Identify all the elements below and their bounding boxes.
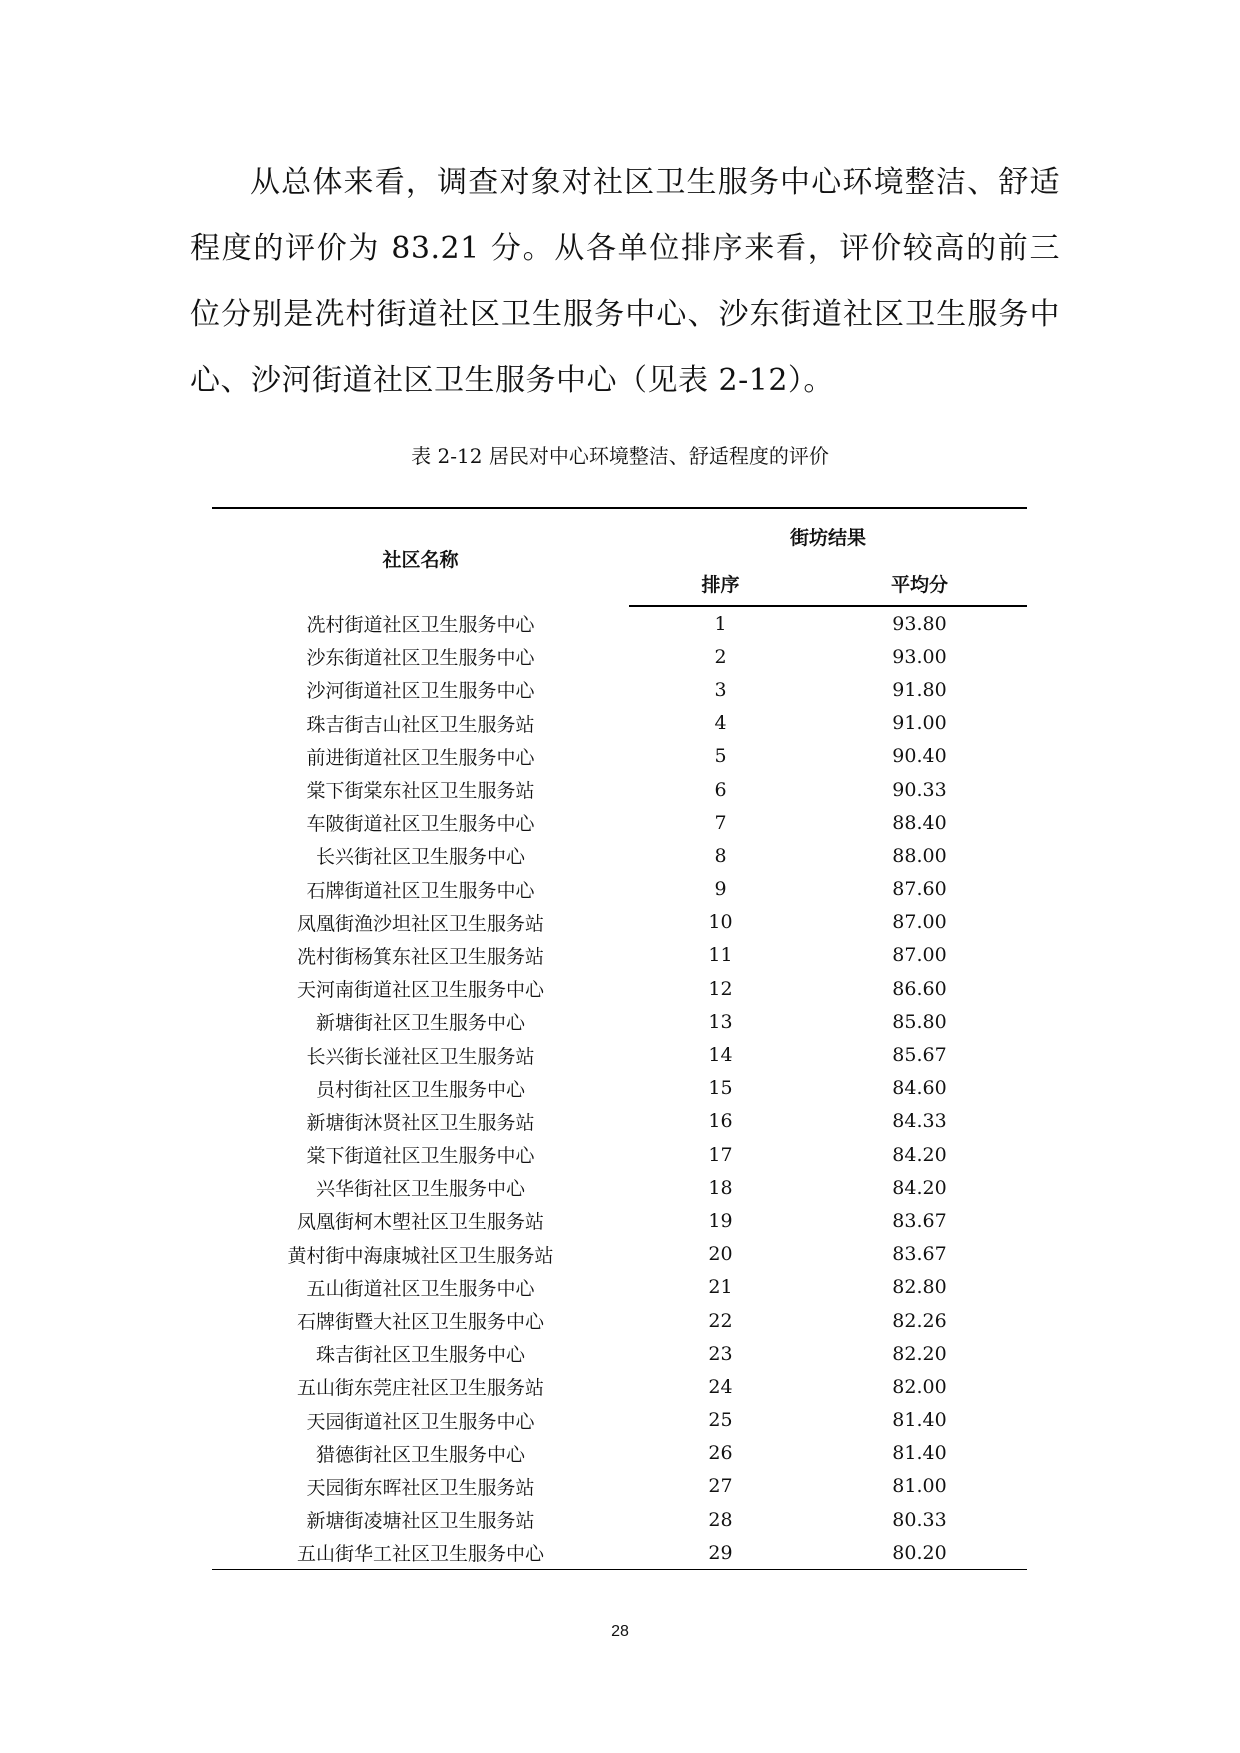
- table-row: [212, 906, 1027, 939]
- score-cell: 90.33: [892, 778, 947, 801]
- score-cell: 80.20: [812, 1536, 1027, 1570]
- score-cell: 91.80: [892, 678, 947, 701]
- community-name-cell: 五山街道社区卫生服务中心: [306, 1277, 535, 1300]
- table-row: [212, 707, 1027, 740]
- table-row: [212, 1304, 1027, 1337]
- rank-cell: 22: [708, 1309, 733, 1332]
- score-cell: 81.00: [892, 1475, 947, 1498]
- score-cell: 83.67: [892, 1243, 947, 1266]
- rank-cell: 8: [714, 844, 727, 867]
- rank-cell: 19: [708, 1209, 733, 1232]
- table-row: [212, 606, 1027, 640]
- score-cell: 82.80: [892, 1276, 947, 1299]
- header-average-score: 平均分: [812, 561, 1027, 606]
- score-cell: 93.80: [892, 612, 947, 635]
- community-name-cell: 猎德街社区卫生服务中心: [315, 1443, 525, 1466]
- community-name-cell: 沙东街道社区卫生服务中心: [306, 647, 535, 670]
- header-community-name: 社区名称: [212, 508, 629, 606]
- community-name-cell: 冼村街道社区卫生服务中心: [306, 613, 535, 636]
- score-cell: 82.26: [892, 1309, 947, 1332]
- rank-cell: 5: [714, 745, 727, 768]
- table-row: [212, 839, 1027, 872]
- rank-cell: 2: [714, 645, 727, 668]
- community-name-cell: 新塘街沐贤社区卫生服务站: [306, 1111, 535, 1134]
- community-name-cell: 前进街道社区卫生服务中心: [306, 746, 535, 769]
- table-row: [212, 972, 1027, 1005]
- table-row: [212, 1005, 1027, 1038]
- community-name-cell: 凤凰街柯木塱社区卫生服务站: [296, 1211, 544, 1234]
- rank-cell: 29: [629, 1536, 812, 1570]
- community-name-cell: 天园街道社区卫生服务中心: [306, 1410, 535, 1433]
- rank-cell: 9: [714, 878, 727, 901]
- rank-cell: 3: [714, 678, 727, 701]
- score-cell: 86.60: [892, 977, 947, 1000]
- score-cell: 85.67: [892, 1044, 947, 1067]
- table-row: [212, 673, 1027, 706]
- score-cell: 93.00: [892, 645, 947, 668]
- community-name-cell: 棠下街道社区卫生服务中心: [306, 1145, 535, 1168]
- rank-cell: 15: [708, 1077, 733, 1100]
- table-row: [212, 1105, 1027, 1138]
- table-row: [212, 1503, 1027, 1536]
- table-row: [212, 1171, 1027, 1204]
- score-cell: 81.40: [892, 1442, 947, 1465]
- community-name-cell: 长兴街社区卫生服务中心: [315, 846, 525, 869]
- score-cell: 88.00: [892, 844, 947, 867]
- score-cell: 88.40: [892, 811, 947, 834]
- score-cell: 82.20: [892, 1342, 947, 1365]
- table-row: [212, 740, 1027, 773]
- community-name-cell: 石牌街暨大社区卫生服务中心: [296, 1311, 544, 1334]
- rank-cell: 16: [708, 1110, 733, 1133]
- community-name-cell: 棠下街棠东社区卫生服务站: [306, 780, 535, 803]
- score-cell: 85.80: [892, 1010, 947, 1033]
- score-cell: 87.60: [892, 878, 947, 901]
- table-row: [212, 873, 1027, 906]
- community-name-cell: 珠吉街社区卫生服务中心: [315, 1344, 525, 1367]
- score-cell: 83.67: [892, 1209, 947, 1232]
- table-row: [212, 1271, 1027, 1304]
- score-cell: 80.33: [892, 1508, 947, 1531]
- rank-cell: 12: [708, 977, 733, 1000]
- intro-paragraph: 从总体来看，调查对象对社区卫生服务中心环境整洁、舒适程度的评价为 83.21 分。从各单位排序来看，评价较高的前三位分别是冼村街道社区卫生服务中心、沙东街道社区卫生服务中心、沙河街道社区卫生服务中心（见表 2-12）。: [190, 165, 1060, 398]
- score-cell: 84.20: [892, 1143, 947, 1166]
- score-cell: 84.33: [892, 1110, 947, 1133]
- score-cell: 90.40: [892, 745, 947, 768]
- table-row: [212, 1238, 1027, 1271]
- header-street-results: 街坊结果: [629, 508, 1027, 561]
- table-row: [212, 640, 1027, 673]
- table-row: [212, 1337, 1027, 1370]
- rank-cell: 21: [708, 1276, 733, 1299]
- rank-cell: 14: [708, 1044, 733, 1067]
- community-name-cell: 天河南街道社区卫生服务中心: [296, 979, 544, 1002]
- header-rank: 排序: [629, 561, 812, 606]
- table-row: [212, 1038, 1027, 1071]
- table-row: [212, 1072, 1027, 1105]
- rank-cell: 4: [714, 712, 727, 735]
- rank-cell: 24: [708, 1375, 733, 1398]
- table-row: [212, 1204, 1027, 1237]
- score-cell: 84.60: [892, 1077, 947, 1100]
- community-name-cell: 新塘街凌塘社区卫生服务站: [306, 1510, 535, 1533]
- table-row: [212, 1470, 1027, 1503]
- rank-cell: 26: [708, 1442, 733, 1465]
- community-name-cell: 珠吉街吉山社区卫生服务站: [306, 713, 535, 736]
- community-name-cell: 凤凰街渔沙坦社区卫生服务站: [296, 912, 544, 935]
- score-cell: 82.00: [892, 1375, 947, 1398]
- score-cell: 84.20: [892, 1176, 947, 1199]
- table-row: [212, 1404, 1027, 1437]
- community-name-cell: 石牌街道社区卫生服务中心: [306, 879, 535, 902]
- rank-cell: 10: [708, 911, 733, 934]
- table-row: [212, 1370, 1027, 1403]
- community-name-cell: 黄村街中海康城社区卫生服务站: [287, 1244, 554, 1267]
- table-row: [212, 1138, 1027, 1171]
- rank-cell: 13: [708, 1010, 733, 1033]
- table-body: [212, 606, 1027, 1570]
- rank-cell: 1: [714, 612, 727, 635]
- score-cell: 87.00: [892, 944, 947, 967]
- page-number: 28: [611, 1623, 629, 1640]
- community-name-cell: 五山街东莞庄社区卫生服务站: [296, 1377, 544, 1400]
- rank-cell: 18: [708, 1176, 733, 1199]
- rank-cell: 25: [708, 1409, 733, 1432]
- community-name-cell: 天园街东晖社区卫生服务站: [306, 1476, 535, 1499]
- community-name-cell: 长兴街长湴社区卫生服务站: [306, 1045, 535, 1068]
- rank-cell: 23: [708, 1342, 733, 1365]
- community-name-cell: 五山街华工社区卫生服务中心: [212, 1536, 629, 1570]
- community-name-cell: 沙河街道社区卫生服务中心: [306, 680, 535, 703]
- rank-cell: 6: [714, 778, 727, 801]
- community-name-cell: 员村街社区卫生服务中心: [315, 1078, 525, 1101]
- rank-cell: 20: [708, 1243, 733, 1266]
- community-name-cell: 兴华街社区卫生服务中心: [315, 1178, 525, 1201]
- rank-cell: 17: [708, 1143, 733, 1166]
- ranking-table: [212, 507, 1027, 1570]
- rank-cell: 7: [714, 811, 727, 834]
- rank-cell: 28: [708, 1508, 733, 1531]
- table-row: [212, 939, 1027, 972]
- table-caption: 表 2-12 居民对中心环境整洁、舒适程度的评价: [411, 444, 829, 468]
- community-name-cell: 新塘街社区卫生服务中心: [315, 1012, 525, 1035]
- table-row: [212, 806, 1027, 839]
- community-name-cell: 车陂街道社区卫生服务中心: [306, 813, 535, 836]
- table-row: [212, 773, 1027, 806]
- score-cell: 87.00: [892, 911, 947, 934]
- table-row: [212, 1437, 1027, 1470]
- table-row: [212, 1536, 1027, 1570]
- community-name-cell: 冼村街杨箕东社区卫生服务站: [296, 945, 544, 968]
- score-cell: 91.00: [892, 712, 947, 735]
- rank-cell: 27: [708, 1475, 733, 1498]
- rank-cell: 11: [708, 944, 733, 967]
- score-cell: 81.40: [892, 1409, 947, 1432]
